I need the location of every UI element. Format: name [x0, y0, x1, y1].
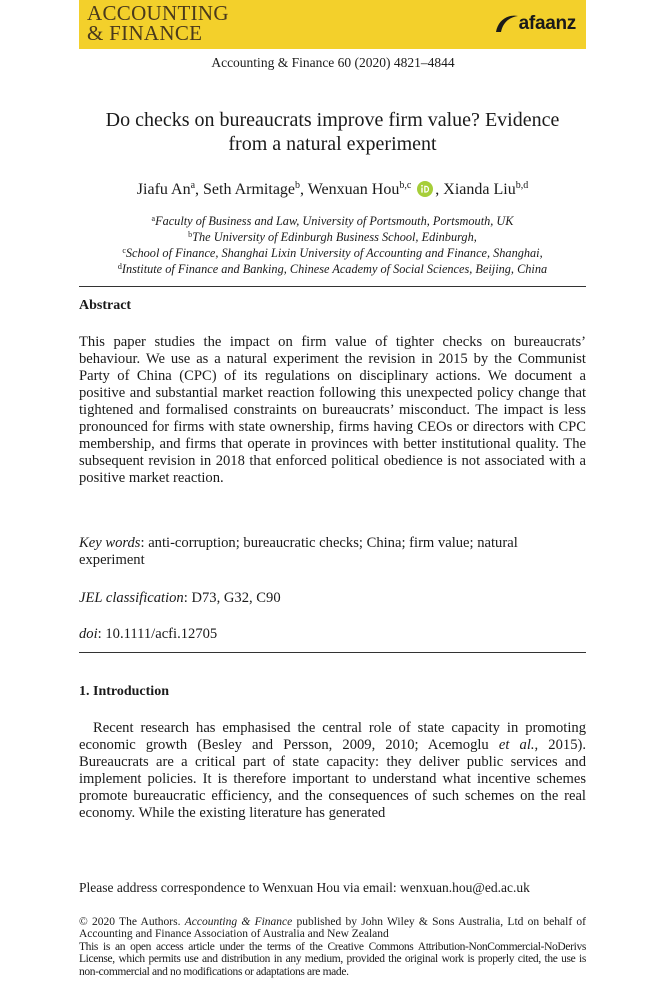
afaanz-wordmark: afaanz — [518, 13, 576, 34]
copyright-journal: Accounting & Finance — [184, 916, 293, 928]
section-heading-introduction: 1. Introduction — [79, 684, 169, 699]
article-title — [79, 108, 586, 156]
affiliation-sup: a — [151, 214, 156, 223]
affiliation-text: Faculty of Business and Law, University of Portsmouth, Portsmouth, UK — [155, 214, 514, 228]
author-affil-sup: a — [190, 180, 196, 191]
affiliation-text: The University of Edinburgh Business School, Edinburgh, — [192, 230, 477, 244]
author-name[interactable]: Seth Armitage — [203, 181, 296, 198]
abstract-body: This paper studies the impact on firm value of tighter checks on bureaucrats’ behaviour. We use as a natural experiment the revision in 2015 by the Communist Party of China (CPC) of its regulations on disciplinary actions. We document a positive and substantial market reaction following this unexpected policy change that tightened and formalised constraints on bureaucrats’ misconduct. The impact is less pronounced for firms with state ownership, firms having CEOs or directors with CPC membership, and firms that operate in provinces with better institutional quality. The subsequent revision in 2018 that enforced political obedience is not associated with a positive market reaction. — [79, 334, 586, 486]
author-list — [79, 180, 586, 202]
doi-label: doi — [79, 626, 98, 642]
license-notice: This is an open access article under the terms of the Creative Commons Attribution-NonCommercial-NoDerivs License, which permits use and distribution in any medium, provided the original work is properly cited, the use is non-commercial and no modifications or adaptations are made. — [79, 941, 586, 978]
affiliation-sup: b — [188, 230, 193, 239]
affiliation-line — [79, 212, 586, 228]
affiliation-line — [79, 260, 586, 276]
title-line-1: Do checks on bureaucrats improve firm value? Evidence — [105, 109, 560, 131]
keywords-value: anti-corruption; bureaucratic checks; China; firm value; natural experiment — [79, 535, 518, 568]
affiliation-text: School of Finance, Shanghai Lixin University of Accounting and Finance, Shanghai, — [125, 246, 543, 260]
introduction-paragraph — [79, 720, 586, 822]
author-name[interactable]: Xianda Liu — [443, 181, 516, 198]
affiliation-text: Institute of Finance and Banking, Chinese Academy of Social Sciences, Beijing, China — [121, 262, 548, 276]
intro-text: Recent research has emphasised the central role of state capacity in promoting economic growth (Besley and Persson, 2009, 2010; Acemoglu — [79, 720, 586, 753]
journal-name-line2: & FINANCE — [87, 21, 203, 45]
keywords: Key words: anti-corruption; bureaucratic checks; China; firm value; natural experiment — [79, 535, 518, 568]
affiliations — [79, 212, 586, 276]
author-name[interactable]: Jiafu An — [136, 181, 191, 198]
jel-label: JEL classification — [79, 590, 184, 606]
afaanz-logo — [494, 12, 576, 36]
author-separator: , — [300, 181, 308, 198]
affiliation-line — [79, 228, 586, 244]
abstract-top-rule — [79, 286, 586, 287]
doi-value[interactable]: 10.1111/acfi.12705 — [105, 626, 218, 642]
abstract-heading: Abstract — [79, 298, 132, 313]
author-affil-sup: b,c — [399, 180, 412, 191]
correspondence-note: Please address correspondence to Wenxuan Hou via email: wenxuan.hou@ed.ac.uk — [79, 880, 530, 895]
journal-citation: Accounting & Finance 60 (2020) 4821–4844 — [211, 55, 455, 70]
journal-name-line1: ACCOUNTING — [87, 1, 229, 25]
intro-text: , 2015). Bureaucrats are a critical part of state capacity: they deliver public services and implement policies. It is therefore important to understand what incentive schemes promote bureaucratic efficiency, and the consequences of such schemes on the real economy. While the existing literature has generated — [79, 737, 587, 821]
affiliation-sup: c — [122, 246, 126, 255]
author-separator: , — [195, 181, 204, 198]
affiliation-sup: d — [117, 262, 122, 271]
abstract-bottom-rule — [79, 652, 586, 653]
copyright-notice — [79, 916, 586, 941]
jel-classification: JEL classification: D73, G32, C90 — [79, 590, 281, 606]
author-affil-sup: b — [295, 180, 301, 191]
doi: doi: 10.1111/acfi.12705 — [79, 626, 218, 642]
journal-banner — [79, 0, 586, 49]
author-affil-sup: b,d — [515, 180, 529, 191]
copyright-text: published by John Wiley & Sons Australia, Ltd on behalf of Accounting and Finance Association of Australia and New Zealand — [79, 916, 586, 941]
journal-logo — [87, 3, 229, 43]
affiliation-line — [79, 244, 586, 260]
author-separator: , — [435, 181, 444, 198]
jel-value: D73, G32, C90 — [191, 590, 281, 606]
orcid-icon[interactable] — [417, 181, 433, 202]
author-name[interactable]: Wenxuan Hou — [307, 181, 400, 198]
title-line-2: from a natural experiment — [228, 133, 437, 155]
intro-etal: et al. — [498, 737, 535, 753]
keywords-label: Key words — [79, 535, 141, 551]
copyright-text: © 2020 The Authors. — [79, 916, 185, 928]
afaanz-swoosh-icon — [494, 12, 520, 36]
